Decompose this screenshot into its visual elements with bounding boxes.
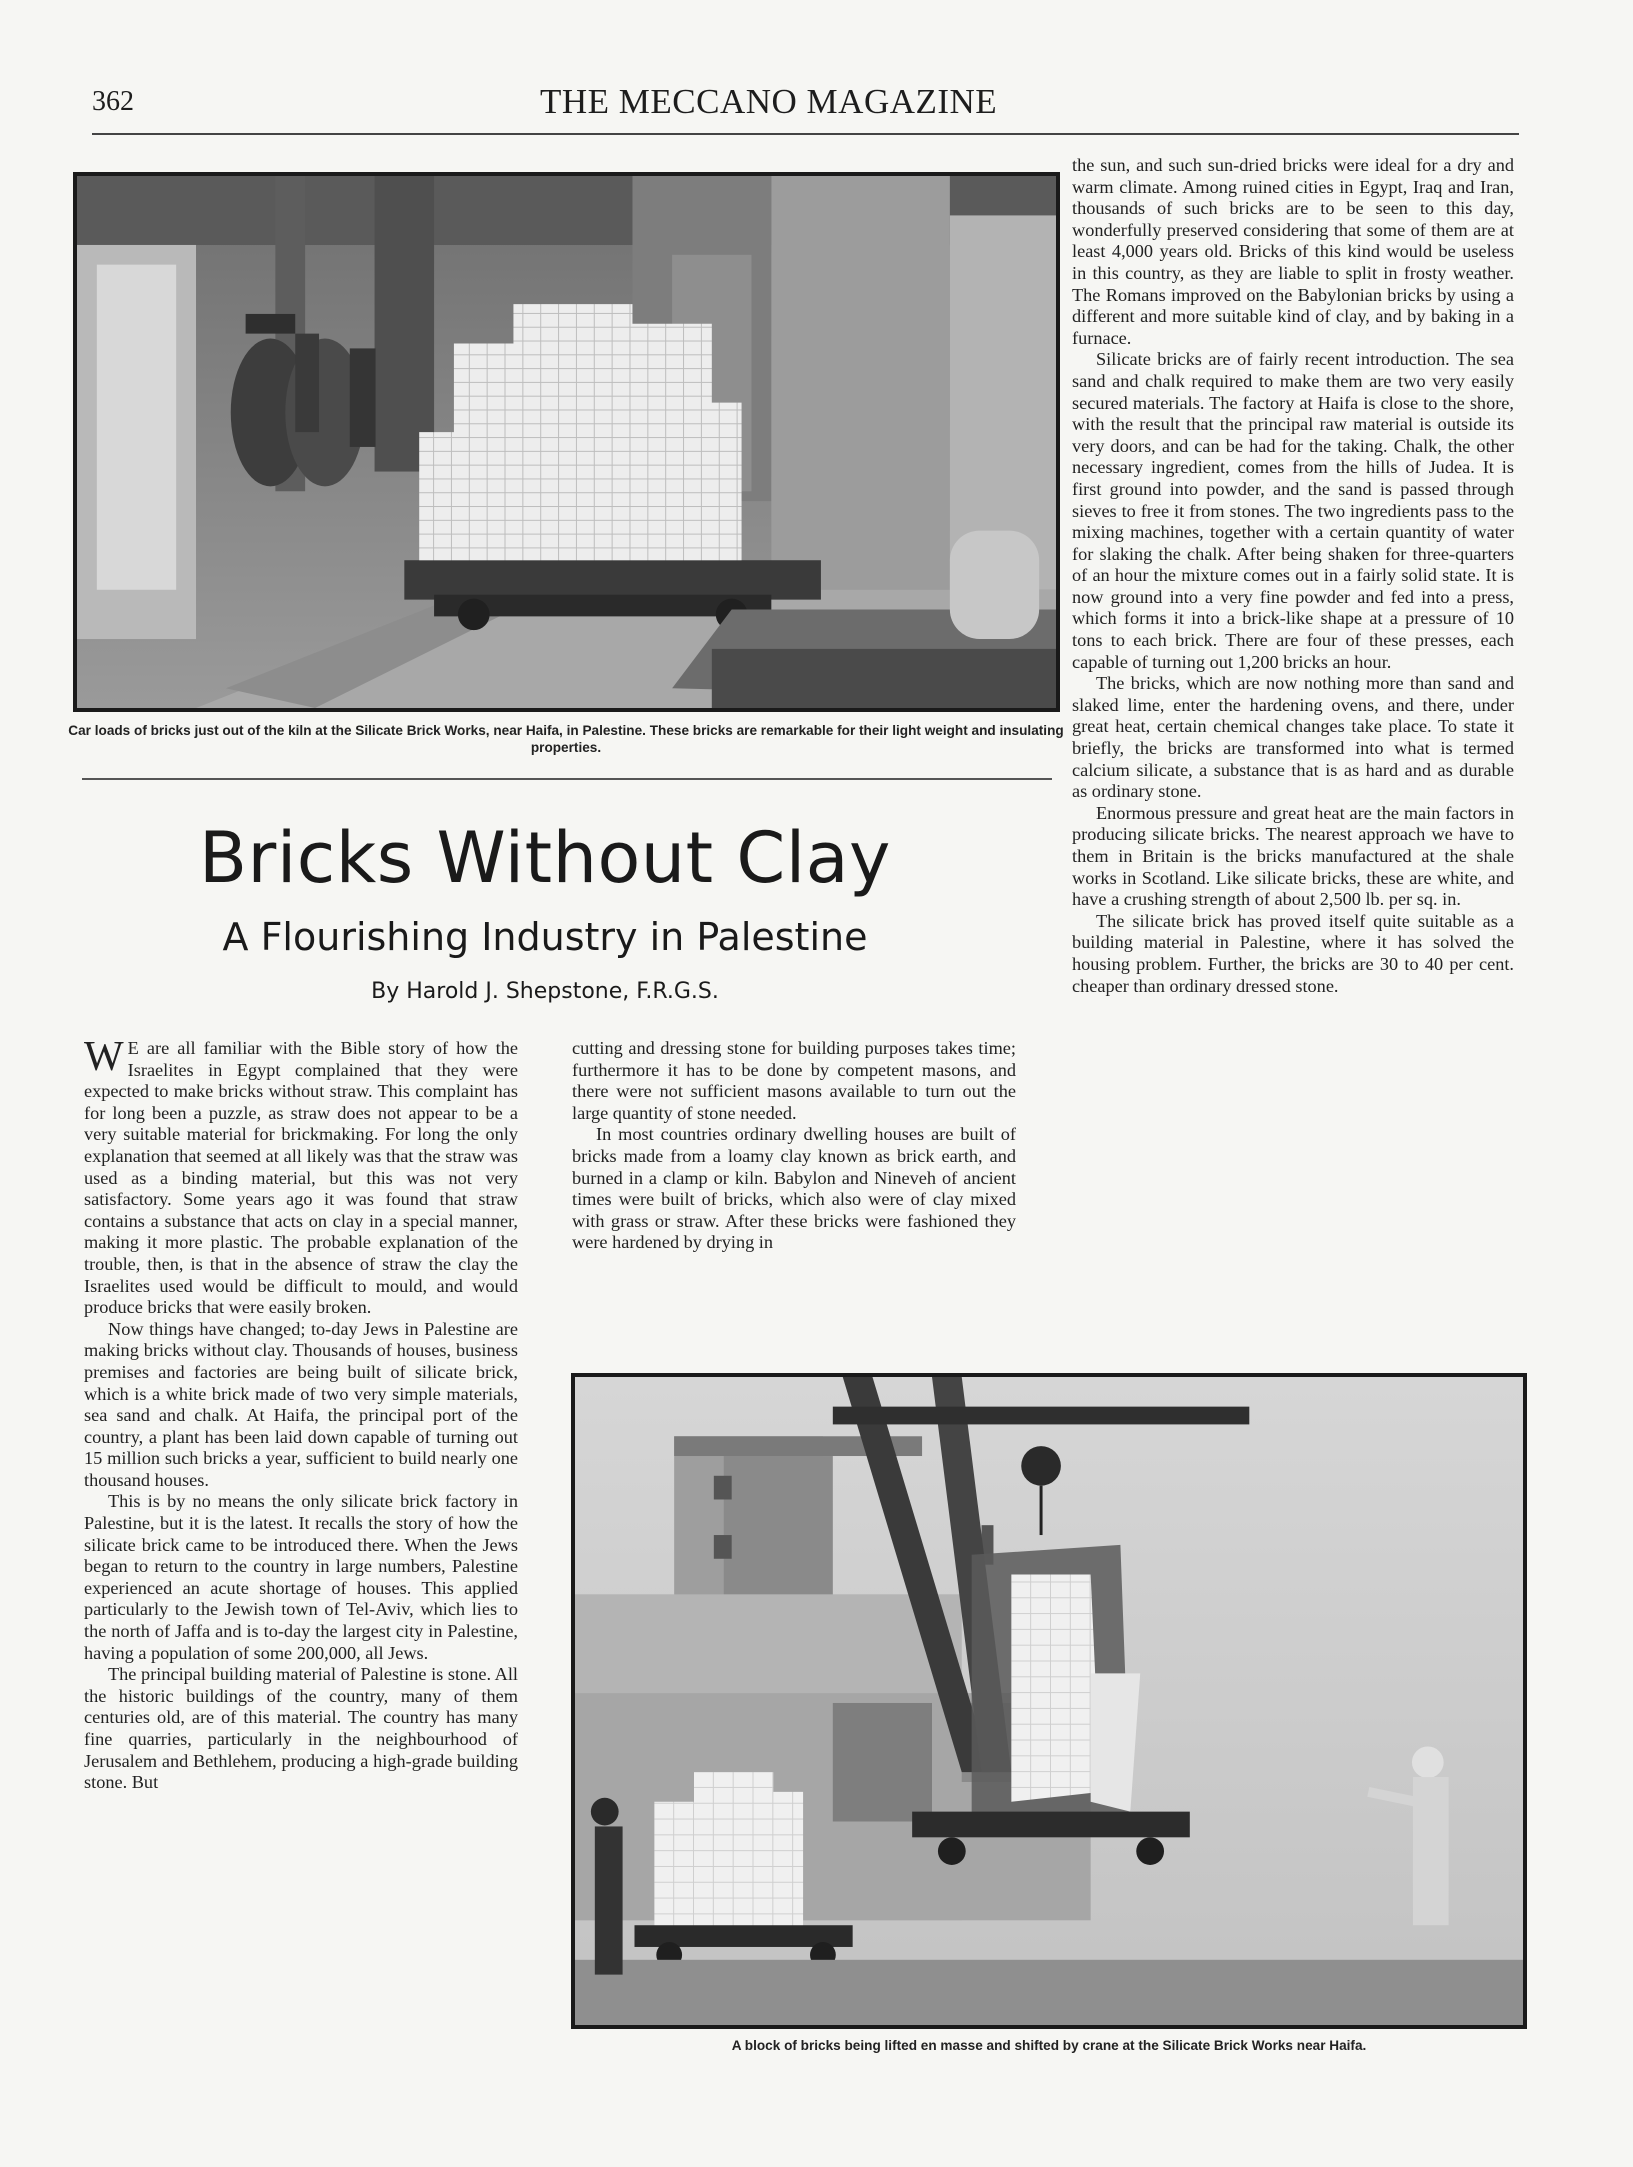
paragraph: Enormous pressure and great heat are the main factors in producing silicate bricks. The nearest approach we have to them in Britain is the bricks manufactured at the shale works in Scotland. Like silicate bricks, these are white, and have a crushing strength of about 2,500 lb. per sq. in. bbox=[1072, 802, 1514, 910]
article-column-3 bbox=[1072, 155, 1514, 997]
kiln-bricks-photo bbox=[73, 172, 1060, 712]
paragraph: This is by no means the only silicate brick factory in Palestine, but it is the latest. It recalls the story of how the silicate brick came to be introduced there. When the Jews began to return to the country in large numbers, Palestine experienced an acute shortage of houses. This applied particularly to the Jewish town of Tel-Aviv, which lies to the north of Jaffa and is to-day the largest city in Palestine, having a population of some 200,000, all Jews. bbox=[84, 1491, 518, 1663]
crane-bricks-photo bbox=[571, 1373, 1527, 2029]
kiln-bricks-illustration bbox=[77, 176, 1056, 708]
drop-cap: W bbox=[84, 1034, 124, 1080]
paragraph: cutting and dressing stone for building purposes takes time; furthermore it has to be done by competent masons, and there were not sufficient masons available to turn out the large quantity of stone needed. bbox=[572, 1038, 1016, 1123]
paragraph: Now things have changed; to-day Jews in Palestine are making bricks without clay. Thousands of houses, business premises and factories are being built of silicate brick, which is a white brick made of two very simple materials, sea sand and chalk. At Haifa, the principal port of the country, a plant has been laid down capable of turning out 15 million such bricks a year, sufficient to build nearly one thousand houses. bbox=[84, 1318, 518, 1490]
top-photo-caption: Car loads of bricks just out of the kiln at the Silicate Brick Works, near Haifa, in Palestine. These bricks are remarkable for their light weight and insulating properties. bbox=[68, 723, 1064, 755]
paragraph: the sun, and such sun-dried bricks were ideal for a dry and warm climate. Among ruined cities in Egypt, Iraq and Iran, thousands of such bricks are to be seen to this day, wonderfully preserved considering that some of them are at least 4,000 years old. Bricks of this kind would be useless in this country, as they are liable to split in frosty weather. The Romans improved on the Babylonian bricks by using a different and more suitable kind of clay, and by baking in a furnace. bbox=[1072, 155, 1514, 348]
header-rule bbox=[92, 133, 1519, 135]
paragraph: Silicate bricks are of fairly recent introduction. The sea sand and chalk required to make them are two very easily secured materials. The factory at Haifa is close to the shore, with the result that the principal raw material is outside its very doors, and can be had for the taking. Chalk, the other necessary ingredient, comes from the hills of Judea. It is first ground into powder, and the sand is passed through sieves to free it from stones. The two ingredients pass to the mixing machines, together with a certain quantity of water for slaking the chalk. After being shaken for three-quarters of an hour the mixture comes out in a fairly solid state. It is now ground into a very fine powder and fed into a press, which forms it into a brick-like shape at a pressure of 10 tons to each brick. There are four of these presses, each capable of turning out 1,200 bricks an hour. bbox=[1072, 349, 1514, 672]
caption-rule bbox=[82, 778, 1052, 780]
paragraph: The bricks, which are now nothing more than sand and slaked lime, enter the hardening ovens, and there, under great heat, certain chemical changes take place. To state it briefly, the bricks are transformed into what is termed calcium silicate, a substance that is as hard and as durable as ordinary stone. bbox=[1072, 673, 1514, 802]
magazine-title: THE MECCANO MAGAZINE bbox=[540, 82, 998, 121]
paragraph: The principal building material of Palestine is stone. All the historic buildings of the country, many of them centuries old, are of this material. The country has many fine quarries, particularly in the neighbourhood of Jerusalem and Bethlehem, producing a high-grade building stone. But bbox=[84, 1664, 518, 1793]
article-subtitle: A Flourishing Industry in Palestine bbox=[222, 915, 868, 959]
paragraph: W E are all familiar with the Bible story of how the Israelites in Egypt complained that they were expected to make bricks without straw. This complaint has for long been a puzzle, as straw does not appear to be a very suitable material for brickmaking. For long the only explanation that seemed at all likely was that the straw was used as a binding material, but this was not very satisfactory. Some years ago it was found that straw contains a substance that acts on clay in a special manner, making it more plastic. The probable explanation of the trouble, then, is that in the absence of straw the clay the Israelites used would be difficult to mould, and would produce bricks that were easily broken. bbox=[84, 1034, 518, 1318]
page-number: 362 bbox=[92, 86, 134, 117]
paragraph: In most countries ordinary dwelling houses are built of bricks made from a loamy clay known as brick earth, and burned in a clamp or kiln. Babylon and Nineveh of ancient times were built of bricks, which also were of clay mixed with grass or straw. After these bricks were fashioned they were hardened by drying in bbox=[572, 1124, 1016, 1253]
article-column-1 bbox=[84, 1034, 518, 1794]
article-title: Bricks Without Clay bbox=[199, 817, 891, 899]
crane-bricks-illustration bbox=[575, 1377, 1523, 2025]
bottom-photo-caption: A block of bricks being lifted en masse and shifted by crane at the Silicate Brick Works near Haifa. bbox=[731, 2038, 1367, 2053]
paragraph: The silicate brick has proved itself quite suitable as a building material in Palestine, where it has solved the housing problem. Further, the bricks are 30 to 40 per cent. cheaper than ordinary dressed stone. bbox=[1072, 910, 1514, 996]
article-column-2 bbox=[572, 1038, 1016, 1254]
article-byline: By Harold J. Shepstone, F.R.G.S. bbox=[371, 979, 719, 1004]
